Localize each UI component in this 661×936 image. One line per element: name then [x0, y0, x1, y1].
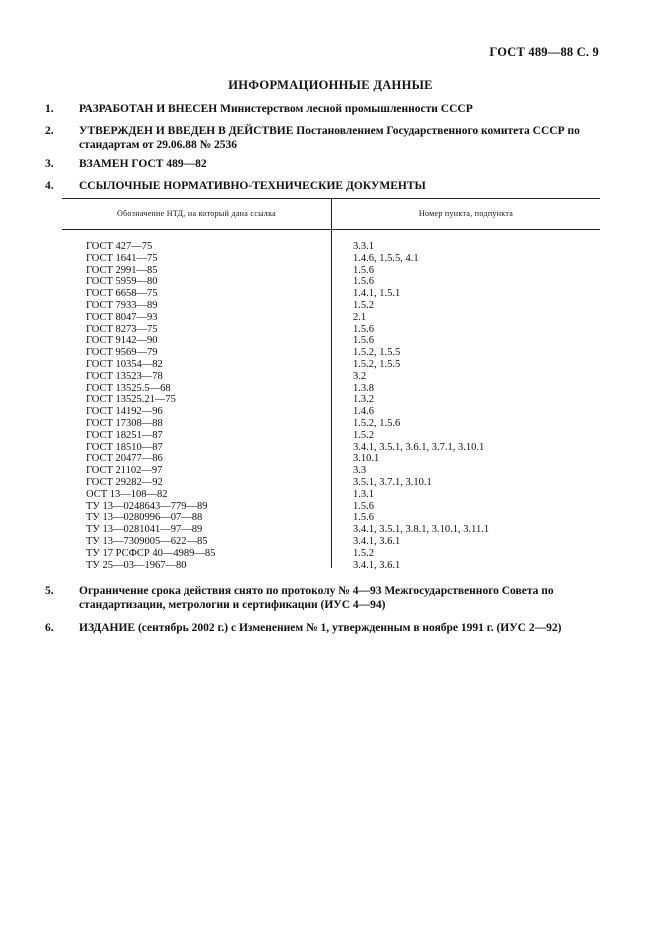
cell-clause: 1.5.6 — [353, 276, 374, 288]
cell-clause: 3.3 — [353, 465, 367, 477]
cell-document: ТУ 13—0281041—97—89 — [86, 524, 203, 536]
cell-clause: 1.4.6 — [353, 406, 374, 418]
column-header-document: Обозначение НТД, на который дана ссылка — [116, 209, 277, 218]
cell-clause: 1.4.1, 1.5.1 — [353, 288, 401, 300]
item-1 — [45, 102, 619, 116]
item-number: 6. — [45, 622, 54, 634]
table-row — [62, 536, 600, 548]
item-text: Постановлением Государственного комитета СССР по стандартам от 29.06.88 № 2536 — [79, 125, 580, 151]
cell-clause: 1.5.6 — [353, 500, 374, 512]
cell-clause: 3.4.1, 3.6.1 — [353, 559, 401, 571]
cell-clause: 1.5.6 — [353, 512, 374, 524]
cell-clause: 1.5.2, 1.5.6 — [353, 417, 401, 429]
cell-clause: 1.5.6 — [353, 323, 374, 335]
cell-document: ГОСТ 18510—87 — [86, 441, 163, 453]
table-row — [62, 512, 600, 524]
cell-clause: 3.4.1, 3.6.1 — [353, 535, 401, 547]
cell-clause: 1.5.6 — [353, 264, 374, 276]
cell-clause: 1.4.6, 1.5.5, 4.1 — [353, 252, 419, 264]
item-2 — [45, 124, 619, 152]
column-header-clause: Номер пункта, подпункта — [418, 209, 514, 218]
cell-document: ГОСТ 20477—86 — [86, 453, 163, 465]
table-row — [62, 418, 600, 430]
item-text: Министерством лесной промышленности СССР — [220, 103, 473, 115]
item-lead: ВЗАМЕН ГОСТ 489—82 — [79, 158, 207, 170]
cell-document: ТУ 25—03—1967—80 — [86, 559, 187, 571]
cell-clause: 3.4.1, 3.5.1, 3.8.1, 3.10.1, 3.11.1 — [353, 524, 490, 536]
item-text: ИЗДАНИЕ (сентябрь 2002 г.) с Изменением № 1, утвержденным в ноябре 1991 г. (ИУС 2—92) — [79, 622, 562, 634]
cell-document: ГОСТ 17308—88 — [86, 417, 163, 429]
table-row — [62, 406, 600, 418]
table-row — [62, 276, 600, 288]
cell-document: ТУ 17 РСФСР 40—4989—85 — [86, 547, 216, 559]
cell-clause: 3.5.1, 3.7.1, 3.10.1 — [353, 476, 432, 488]
cell-document: ГОСТ 21102—97 — [86, 465, 163, 477]
table-body — [62, 230, 600, 571]
cell-document: ТУ 13—0248643—779—89 — [86, 500, 208, 512]
cell-document: ТУ 13—7309005—622—85 — [86, 535, 208, 547]
cell-document: ГОСТ 13523—78 — [86, 370, 163, 382]
cell-document: ГОСТ 9569—79 — [86, 347, 158, 359]
cell-clause: 1.5.2, 1.5.5 — [353, 358, 401, 370]
cell-document: ГОСТ 18251—87 — [86, 429, 163, 441]
item-5 — [45, 584, 619, 612]
item-number: 5. — [45, 585, 54, 597]
cell-document: ГОСТ 2991—85 — [86, 264, 158, 276]
cell-document: ГОСТ 9142—90 — [86, 335, 158, 347]
table-row — [62, 453, 600, 465]
table-row — [62, 501, 600, 513]
cell-clause: 3.2 — [353, 370, 367, 382]
table-row — [62, 300, 600, 312]
cell-clause: 3.10.1 — [353, 453, 380, 465]
table-row — [62, 477, 600, 489]
item-3 — [45, 157, 619, 171]
table-row — [62, 465, 600, 477]
cell-document: ГОСТ 1641—75 — [86, 252, 158, 264]
cell-document: ГОСТ 14192—96 — [86, 406, 163, 418]
table-row — [62, 383, 600, 395]
table-row — [62, 548, 600, 560]
cell-clause: 1.5.2 — [353, 299, 374, 311]
cell-document: ГОСТ 427—75 — [86, 241, 153, 252]
cell-clause: 1.5.2 — [353, 429, 374, 441]
table-row — [62, 524, 600, 536]
cell-document: ГОСТ 8273—75 — [86, 323, 158, 335]
cell-clause: 1.5.2 — [353, 547, 374, 559]
table-row — [62, 359, 600, 371]
item-number: 2. — [45, 125, 54, 137]
cell-clause: 1.5.2, 1.5.5 — [353, 347, 401, 359]
cell-clause: 1.3.8 — [353, 382, 374, 394]
item-number: 3. — [45, 158, 54, 170]
cell-document: ГОСТ 8047—93 — [86, 311, 158, 323]
item-4 — [45, 179, 619, 193]
table-header — [62, 199, 600, 229]
table-row — [62, 394, 600, 406]
table-row — [62, 371, 600, 383]
item-lead: УТВЕРЖДЕН И ВВЕДЕН В ДЕЙСТВИЕ — [79, 125, 294, 137]
cell-document: ТУ 13—0280996—07—88 — [86, 512, 203, 524]
item-text: Ограничение срока действия снято по протоколу № 4—93 Межгосударственного Совета по стандартизации, метрологии и сертификации (ИУС 4—94) — [79, 585, 554, 611]
item-number: 4. — [45, 180, 54, 192]
item-number: 1. — [45, 103, 54, 115]
cell-document: ГОСТ 7933—89 — [86, 299, 158, 311]
table-row — [62, 253, 600, 265]
table-row — [62, 347, 600, 359]
table-row — [62, 430, 600, 442]
references-table — [62, 198, 600, 571]
page-header: ГОСТ 489—88 С. 9 — [489, 45, 599, 59]
cell-document: ГОСТ 6658—75 — [86, 288, 158, 300]
cell-clause: 2.1 — [353, 311, 367, 323]
item-lead: ССЫЛОЧНЫЕ НОРМАТИВНО-ТЕХНИЧЕСКИЕ ДОКУМЕНТЫ — [79, 180, 426, 192]
cell-clause: 1.5.6 — [353, 335, 374, 347]
table-row — [62, 335, 600, 347]
page-title: ИНФОРМАЦИОННЫЕ ДАННЫЕ — [228, 78, 433, 92]
table-row — [62, 312, 600, 324]
cell-document: ГОСТ 10354—82 — [86, 358, 163, 370]
table-row — [62, 442, 600, 454]
item-6 — [45, 621, 619, 635]
cell-clause: 1.3.1 — [353, 488, 374, 500]
table-row — [62, 489, 600, 501]
cell-document: ГОСТ 13525.21—75 — [86, 394, 176, 406]
table-row — [62, 288, 600, 300]
cell-clause: 1.3.2 — [353, 394, 374, 406]
table-row — [62, 241, 600, 253]
cell-document: ГОСТ 29282—92 — [86, 476, 163, 488]
cell-document: ГОСТ 5959—80 — [86, 276, 158, 288]
item-lead: РАЗРАБОТАН И ВНЕСЕН — [79, 103, 218, 115]
table-row — [62, 265, 600, 277]
table-row — [62, 560, 600, 572]
cell-document: ГОСТ 13525.5—68 — [86, 382, 171, 394]
cell-clause: 3.3.1 — [353, 241, 374, 252]
cell-document: ОСТ 13—108—82 — [86, 488, 168, 500]
table-row — [62, 324, 600, 336]
cell-clause: 3.4.1, 3.5.1, 3.6.1, 3.7.1, 3.10.1 — [353, 441, 485, 453]
